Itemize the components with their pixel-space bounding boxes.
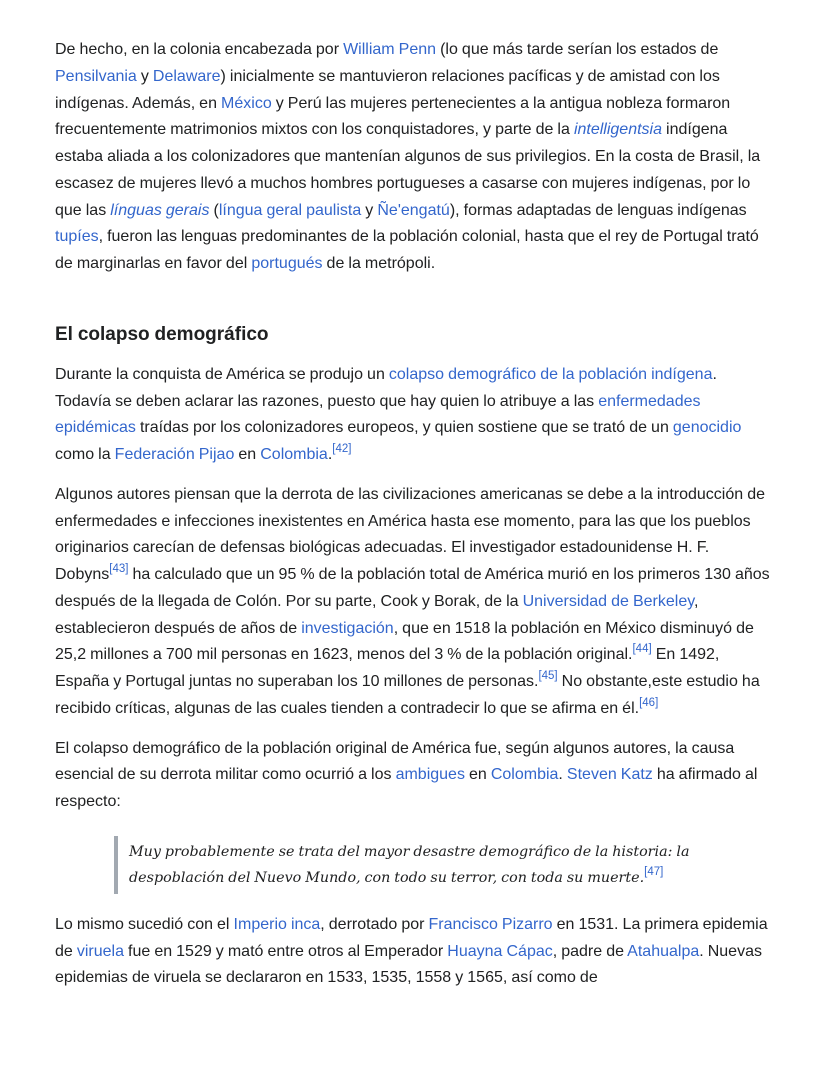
link-colombia-2[interactable]: Colombia	[490, 766, 559, 784]
link-intelligentsia[interactable]: intelligentsia	[573, 121, 662, 139]
link-delaware[interactable]: Delaware	[152, 67, 221, 85]
section-heading: El colapso demográfico	[55, 323, 269, 345]
paragraph-disease-causes: Algunos autores piensan que la derrota de las civilizaciones americanas se debe a la introducción de enfermedades e infecciones inexistentes en América hasta ese momento, para las que los pueblos originarios carecían de defensas biológicas adecuadas. El investigador estadounidense H. F. Dobyns[43] ha calculado que un 95 % de la población total de América murió en los primeros 130 años después de la llegada de Colón. Por su parte, Cook y Borak, de la Universidad de Berkeley, establecieron después de años de investigación, que en 1518 la población en México disminuyó de 25,2 millones a 700 mil personas en 1623, menos del 3 % de la población original.[44] En 1492, España y Portugal juntas no superaban los 10 millones de personas.[45] No obstante,este estudio ha recibido críticas, algunas de las cuales tienden a contradecir lo que se afirma en él.[46]	[55, 485, 770, 717]
link-portugues[interactable]: portugués	[251, 255, 323, 272]
link-tupies[interactable]: tupíes	[55, 228, 99, 246]
reference-45[interactable]: [45]	[538, 670, 558, 682]
link-viruela[interactable]: viruela	[76, 942, 124, 960]
paragraph-demographic-collapse: Durante la conquista de América se produjo un colapso demográfico de la población indígena. Todavía se deben aclarar las razones, puesto que hay quien lo atribuye a las enfermedades epidémicas traídas por los colonizadores europeos, y quien sostiene que se trató de un genocidio como la Federación Pijao en Colombia.[42]	[55, 365, 742, 463]
paragraph-colonial-relations: De hecho, en la colonia encabezada por William Penn (lo que más tarde serían los estados de Pensilvania y Delaware) inicialmente se mantuvieron relaciones pacíficas y de amistad con los indígenas. Además, en México y Perú las mujeres pertenecientes a la antigua nobleza formaron frecuentemente matrimonios mixtos con los conquistadores, y parte de la intelligentsia indígena estaba aliada a los colonizadores que mantenían algunos de sus privilegios. En la costa de Brasil, la escasez de mujeres llevó a muchos hombres portugueses a casarse con mujeres indígenas, por lo que las línguas gerais (língua geral paulista y Ñe'engatú), formas adaptadas de lenguas indígenas tupíes, fueron las lenguas predominantes de la población colonial, hasta que el rey de Portugal trató de marginarlas en favor del portugués de la metrópoli.	[55, 41, 761, 272]
link-genocidio[interactable]: genocidio	[672, 419, 742, 437]
link-universidad-berkeley[interactable]: Universidad de Berkeley	[522, 592, 695, 610]
reference-47[interactable]: [47]	[644, 865, 664, 878]
reference-44[interactable]: [44]	[632, 643, 652, 656]
link-pensilvania[interactable]: Pensilvania	[55, 67, 137, 85]
link-colapso-demografico[interactable]: colapso demográfico de la población indígena	[388, 365, 713, 383]
link-huayna-capac[interactable]: Huayna Cápac	[447, 942, 553, 960]
link-linguas-gerais[interactable]: línguas gerais	[110, 201, 210, 219]
quote-steven-katz: Muy probablemente se trata del mayor desastre demográfico de la historia: la despoblación del Nuevo Mundo, con todo su terror, con toda su muerte.[47]	[114, 836, 729, 894]
link-imperio-inca[interactable]: Imperio inca	[233, 915, 321, 933]
link-nheengatu[interactable]: Ñe'engatú	[377, 201, 450, 219]
paragraph-military-defeat: El colapso demográfico de la población original de América fue, según algunos autores, la causa esencial de su derrota militar como ocurrió a los ambigues en Colombia. Steven Katz ha afirmado al respecto:	[55, 739, 758, 810]
link-investigacion[interactable]: investigación	[301, 619, 394, 637]
link-federacion-pijao[interactable]: Federación Pijao	[114, 446, 235, 463]
reference-42[interactable]: [42]	[332, 443, 352, 455]
link-colombia[interactable]: Colombia	[260, 446, 328, 463]
link-mexico[interactable]: México	[221, 94, 272, 112]
link-lingua-geral-paulista[interactable]: língua geral paulista	[218, 201, 362, 219]
link-enfermedades-epidemicas[interactable]: enfermedades epidémicas	[55, 392, 701, 437]
reference-46[interactable]: [46]	[639, 696, 659, 709]
paragraph-inca-empire: Lo mismo sucedió con el Imperio inca, derrotado por Francisco Pizarro en 1531. La primera epidemia de viruela fue en 1529 y mató entre otros al Emperador Huayna Cápac, padre de Atahualpa. Nuevas epidemias de viruela se declararon en 1533, 1535, 1558 y 1565, así como de	[55, 915, 768, 987]
link-francisco-pizarro[interactable]: Francisco Pizarro	[428, 915, 553, 933]
link-william-penn[interactable]: William Penn	[343, 41, 437, 58]
reference-43[interactable]: [43]	[109, 563, 129, 575]
link-ambigues[interactable]: ambigues	[395, 766, 465, 784]
link-atahualpa[interactable]: Atahualpa	[627, 942, 700, 960]
link-steven-katz[interactable]: Steven Katz	[566, 766, 653, 784]
